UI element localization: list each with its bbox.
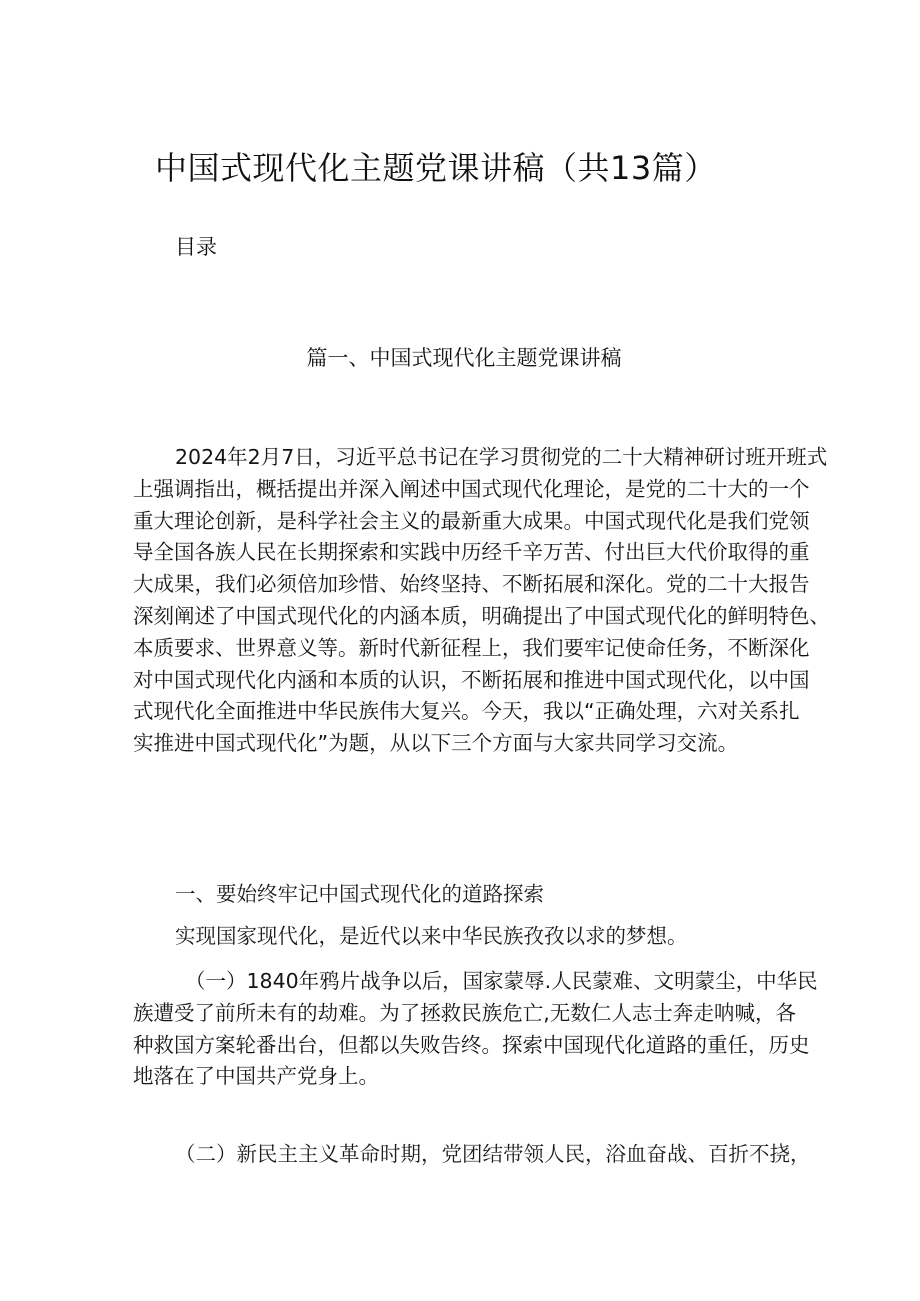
paragraph-line: 导全国各族人民在长期探索和实践中历经千辛万苦、付出巨大代价取得的重 xyxy=(133,540,810,565)
paragraph-line: 对中国式现代化内涵和本质的认识，不断拓展和推进中国式现代化，以中国 xyxy=(133,667,810,692)
paragraph-1840 xyxy=(133,966,818,1093)
paragraph-new-democratic: （二）新民主主义革命时期，党团结带领人民，浴血奋战、百折不挠， xyxy=(175,1142,811,1166)
document-title: 中国式现代化主题党课讲稿（共13篇） xyxy=(155,149,717,187)
paragraph-line: 重大理论创新，是科学社会主义的最新重大成果。中国式现代化是我们党领 xyxy=(133,508,810,533)
heading-level-1: 一、要始终牢记中国式现代化的道路探索 xyxy=(175,882,544,906)
paragraph-line: 族遭受了前所未有的劫难。为了拯救民族危亡,无数仁人志士奔走呐喊，各 xyxy=(133,1000,796,1025)
paragraph-intro xyxy=(133,442,830,760)
paragraph-line: （一）1840年鸦片战争以后，国家蒙辱.人民蒙难、文明蒙尘，中华民 xyxy=(185,969,818,993)
paragraph-line: 地落在了中国共产党身上。 xyxy=(133,1064,379,1089)
paragraph-line: 实推进中国式现代化”为题，从以下三个方面与大家共同学习交流。 xyxy=(133,731,739,756)
paragraph-line: 种救国方案轮番出台，但都以失败告终。探索中国现代化道路的重任，历史 xyxy=(133,1032,810,1057)
paragraph-line: 大成果，我们必须倍加珍惜、始终坚持、不断拓展和深化。党的二十大报告 xyxy=(133,572,810,597)
table-of-contents-label: 目录 xyxy=(175,235,217,259)
paragraph-line: 上强调指出，概括提出并深入阐述中国式现代化理论，是党的二十大的一个 xyxy=(133,476,810,501)
section-title: 篇一、中国式现代化主题党课讲稿 xyxy=(306,346,622,370)
paragraph-line: 式现代化全面推进中华民族伟大复兴。今天，我以“正确处理，六对关系扎 xyxy=(133,699,800,724)
paragraph-line: 2024年2月7日，习近平总书记在学习贯彻党的二十大精神研讨班开班式 xyxy=(175,445,828,469)
paragraph-dream: 实现国家现代化，是近代以来中华民族孜孜以求的梦想。 xyxy=(175,924,688,948)
paragraph-line: 本质要求、世界意义等。新时代新征程上，我们要牢记使命任务，不断深化 xyxy=(133,635,810,660)
paragraph-line: 深刻阐述了中国式现代化的内涵本质，明确提出了中国式现代化的鲜明特色、 xyxy=(133,603,830,628)
